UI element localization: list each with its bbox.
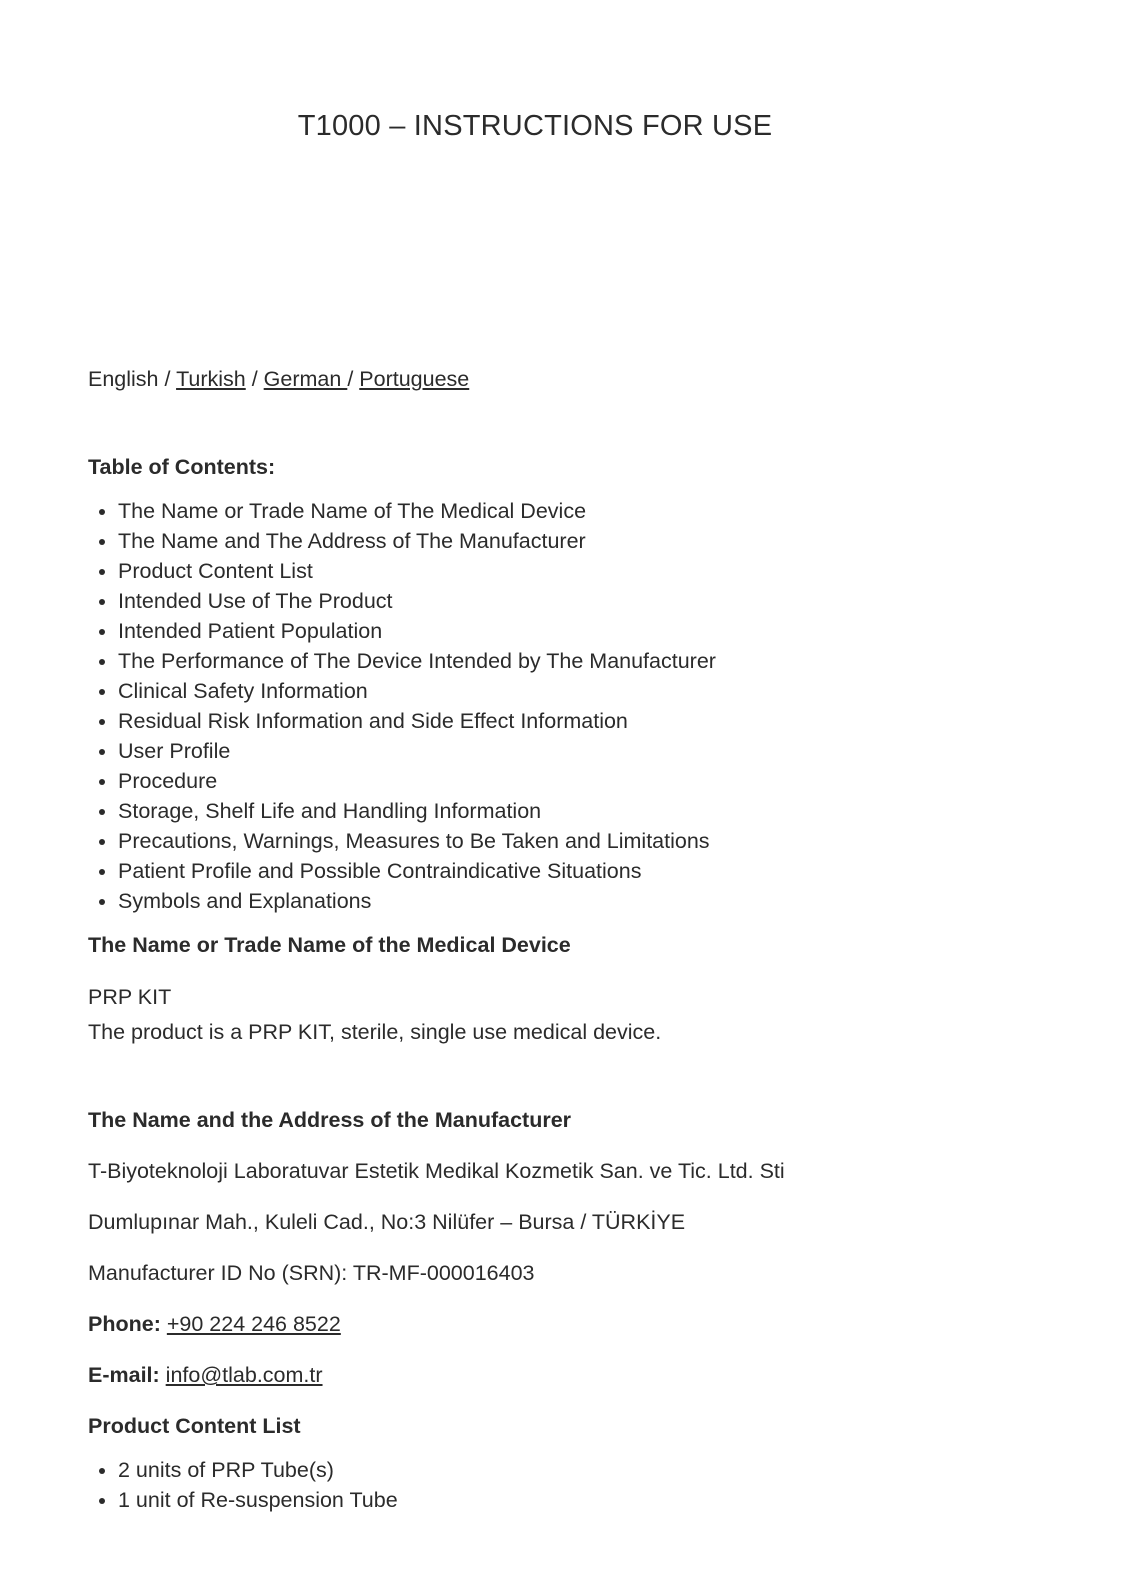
language-separator: / [347,367,360,391]
toc-item: • Intended Use of The Product [118,586,1048,616]
language-separator: / [245,367,264,391]
manufacturer-address: Dumlupınar Mah., Kuleli Cad., No:3 Nilüfer – Bursa / TÜRKİYE [88,1210,686,1234]
manufacturer-srn: Manufacturer ID No (SRN): TR-MF-000016403 [88,1261,535,1285]
toc-item: • Procedure [118,766,1048,796]
toc-item: • Symbols and Explanations [118,886,1048,916]
email-link[interactable]: info@tlab.com.tr [165,1363,323,1387]
toc-item: • Precautions, Warnings, Measures to Be Taken and Limitations [118,826,1048,856]
manufacturer-heading: The Name and the Address of the Manufacturer [88,1108,572,1132]
device-name: PRP KIT [88,985,172,1009]
document-title: T1000 – INSTRUCTIONS FOR USE [297,110,773,142]
phone-label: Phone: [88,1312,161,1336]
toc-item: • The Performance of The Device Intended by The Manufacturer [118,646,1048,676]
content-list [88,1455,1048,1515]
device-description: The product is a PRP KIT, sterile, single use medical device. [88,1020,662,1044]
toc-item: • Product Content List [118,556,1048,586]
toc-list [88,496,1048,916]
document-body [88,364,1048,1515]
language-link-german[interactable]: German [263,367,348,391]
language-current: English [88,367,159,391]
toc-item: • Residual Risk Information and Side Effect Information [118,706,1048,736]
device-name-heading: The Name or Trade Name of the Medical Device [88,933,571,957]
toc-item: • The Name and The Address of The Manufacturer [118,526,1048,556]
content-list-heading: Product Content List [88,1414,301,1438]
toc-item: • Patient Profile and Possible Contraindicative Situations [118,856,1048,886]
manufacturer-phone [88,1309,1048,1339]
toc-item: • User Profile [118,736,1048,766]
toc-item: • Clinical Safety Information [118,676,1048,706]
toc-item: • Intended Patient Population [118,616,1048,646]
language-selector [88,364,1048,394]
manufacturer-company: T-Biyoteknoloji Laboratuvar Estetik Medikal Kozmetik San. ve Tic. Ltd. Sti [88,1159,785,1183]
content-list-item: • 1 unit of Re-suspension Tube [118,1485,1048,1515]
language-separator: / [158,367,177,391]
language-link-portuguese[interactable]: Portuguese [359,367,470,391]
content-list-item: • 2 units of PRP Tube(s) [118,1455,1048,1485]
toc-item: • Storage, Shelf Life and Handling Information [118,796,1048,826]
manufacturer-email [88,1360,1048,1390]
toc-item: • The Name or Trade Name of The Medical Device [118,496,1048,526]
email-label: E-mail: [88,1363,160,1387]
phone-link[interactable]: +90 224 246 8522 [166,1312,341,1336]
toc-heading: Table of Contents: [88,455,276,479]
language-link-turkish[interactable]: Turkish [176,367,246,391]
